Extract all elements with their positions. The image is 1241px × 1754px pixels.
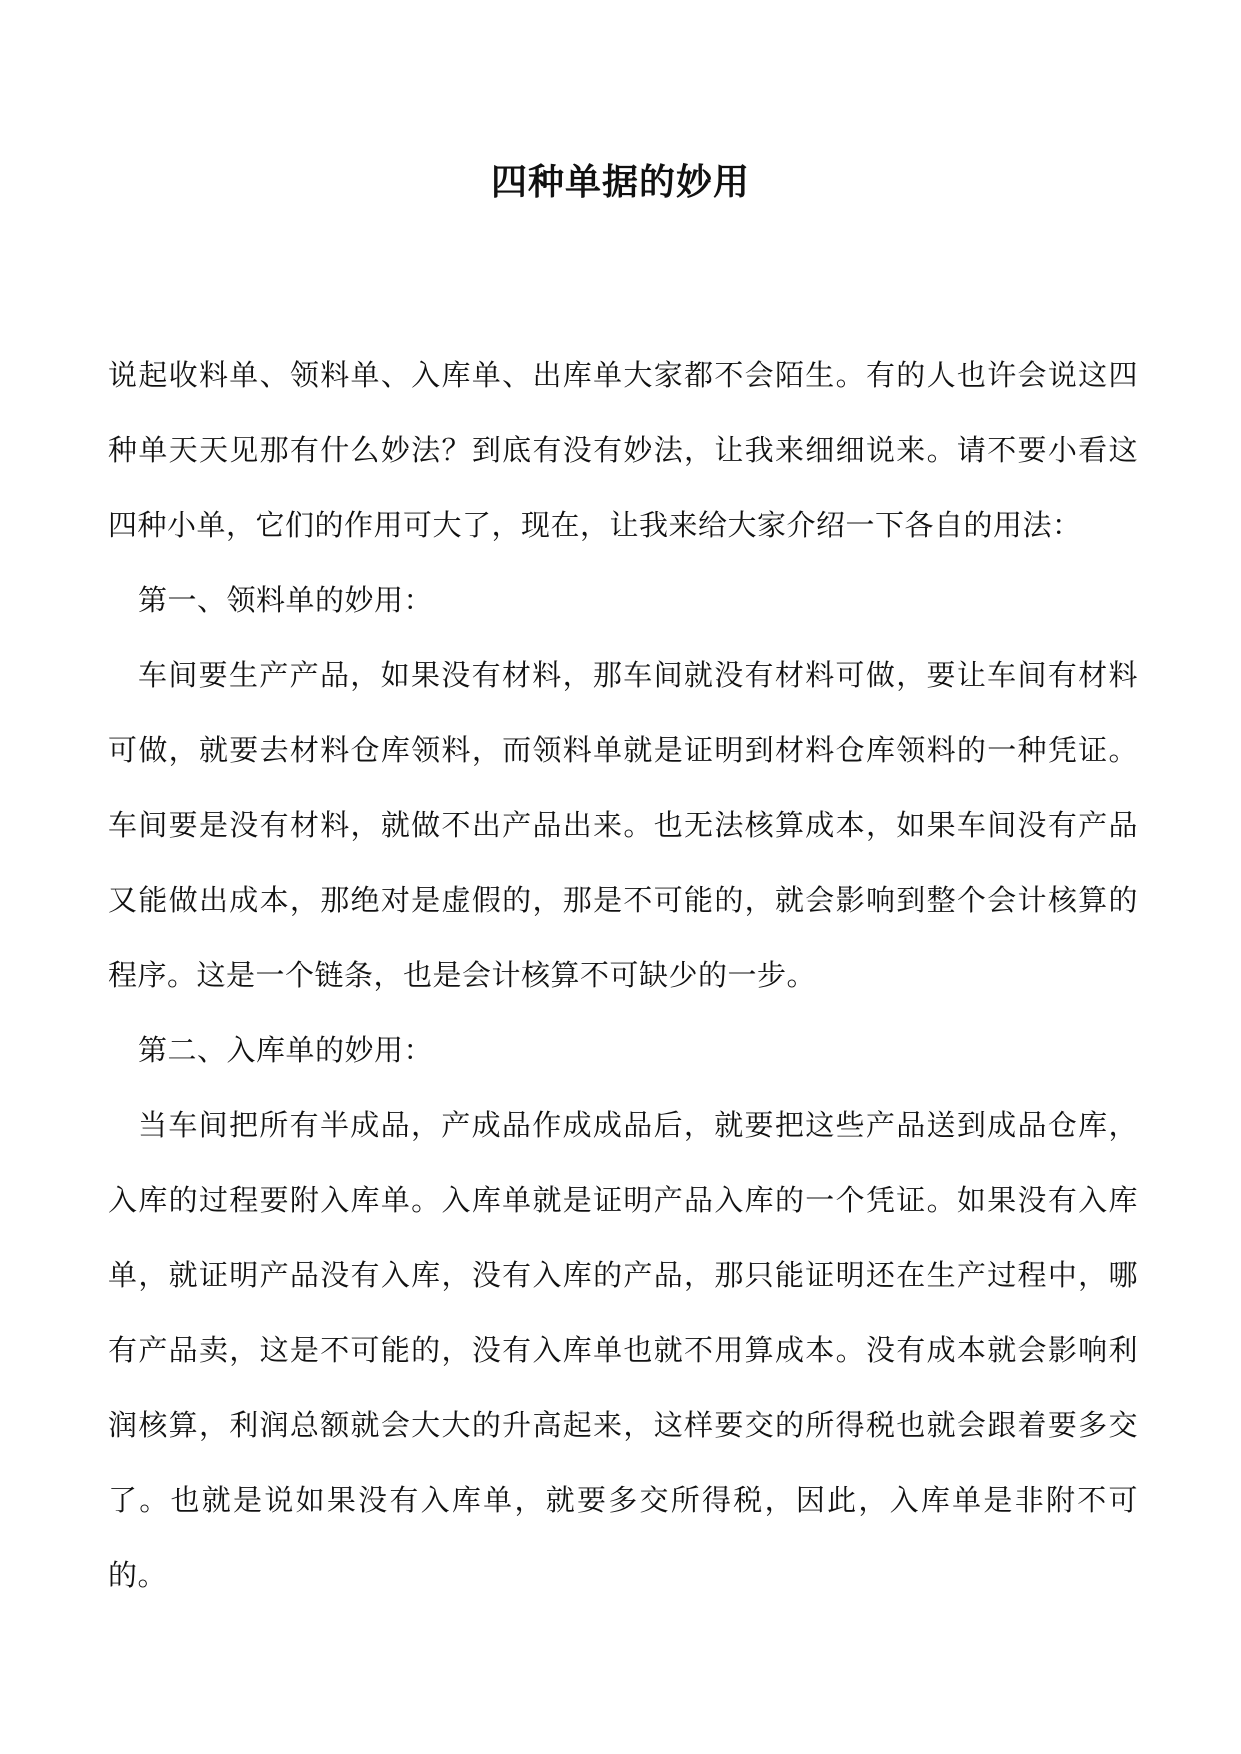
section-heading-warehouse-receipt: 第二、入库单的妙用： bbox=[138, 1033, 434, 1067]
document-title: 四种单据的妙用 bbox=[490, 162, 750, 203]
requisition-paragraph: 车间要生产产品，如果没有材料，那车间就没有材料可做，要让车间有材料可做，就要去材料仓库领料，而领料单就是证明到材料仓库领料的一种凭证。车间要是没有材料，就做不出产品出来。也无法核算成本，如果车间没有产品又能做出成本，那绝对是虚假的，那是不可能的，就会影响到整个会计核算的程序。这是一个链条，也是会计核算不可缺少的一步。 bbox=[108, 658, 1138, 992]
intro-paragraph: 说起收料单、领料单、入库单、出库单大家都不会陌生。有的人也许会说这四种单天天见那有什么妙法？到底有没有妙法，让我来细细说来。请不要小看这四种小单，它们的作用可大了，现在，让我来给大家介绍一下各自的用法： bbox=[108, 358, 1138, 542]
document-body bbox=[108, 338, 1138, 1613]
warehouse-receipt-paragraph: 当车间把所有半成品，产成品作成成品后，就要把这些产品送到成品仓库，入库的过程要附入库单。入库单就是证明产品入库的一个凭证。如果没有入库单，就证明产品没有入库，没有入库的产品，那只能证明还在生产过程中，哪有产品卖，这是不可能的，没有入库单也就不用算成本。没有成本就会影响利润核算，利润总额就会大大的升高起来，这样要交的所得税也就会跟着要多交了。也就是说如果没有入库单，就要多交所得税，因此，入库单是非附不可的。 bbox=[108, 1108, 1138, 1592]
section-heading-requisition: 第一、领料单的妙用： bbox=[138, 583, 434, 617]
